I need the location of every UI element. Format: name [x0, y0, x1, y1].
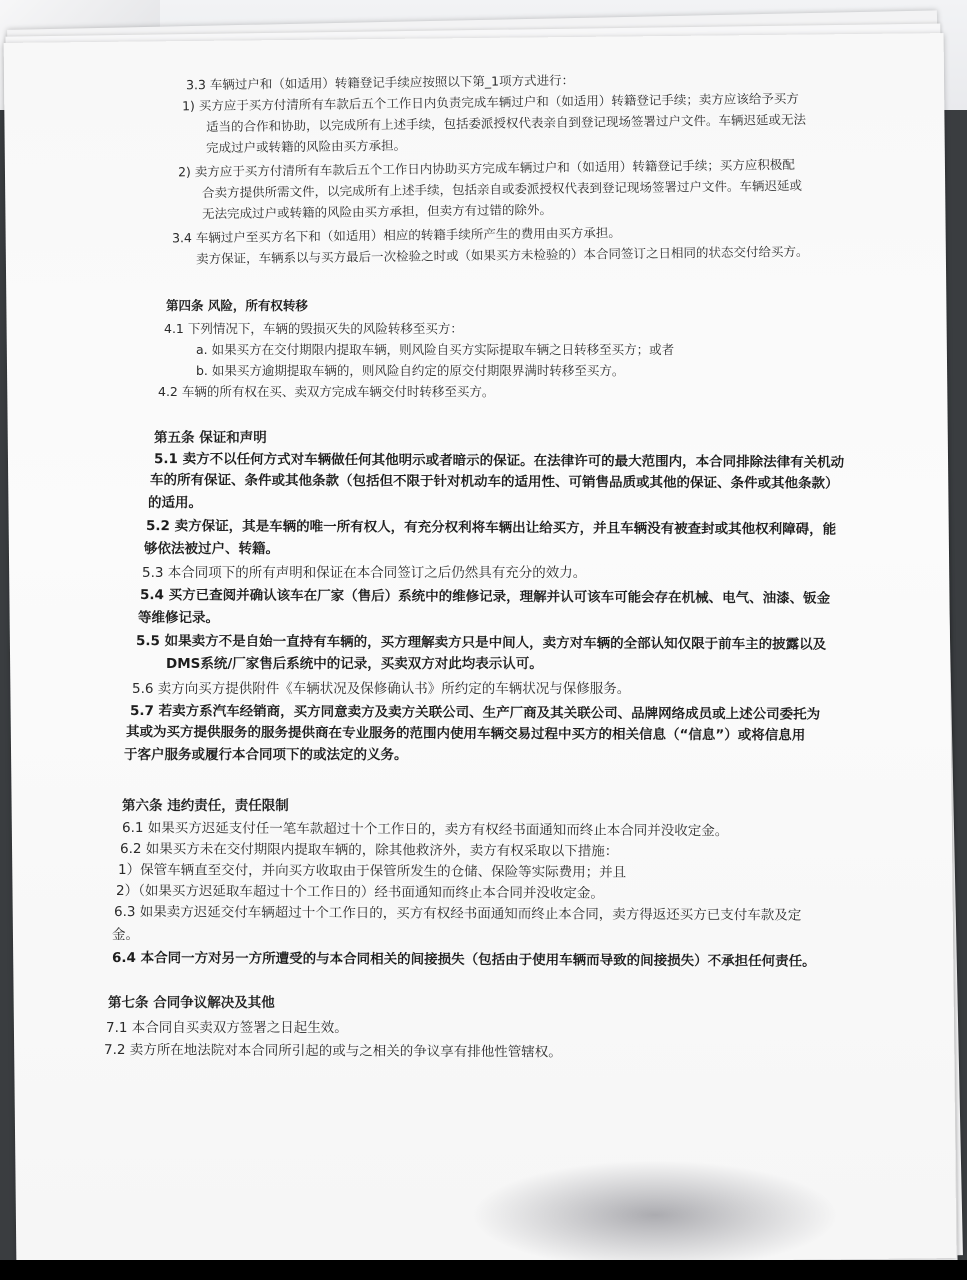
clause-3-3: 3.3 车辆过户和（如适用）转籍登记手续应按照以下第_1项方式进行： [185, 72, 575, 93]
clause-6-4: 6.4 本合同一方对另一方所遭受的与本合同相关的间接损失（包括由于使用车辆而导致的间接损失）不承担任何责任。 [111, 949, 816, 970]
clause-4-1: 4.1 下列情况下，车辆的毁损灭失的风险转移至买方： [164, 321, 463, 336]
clause-5-7-line-2: 其或为买方提供服务的服务提供商在专业服务的范围内使用车辆交易过程中买方的相关信息（“信息”）或将信息用 [125, 724, 806, 744]
clause-3-3-item-1-line-1: 1) 买方应于买方付清所有车款后五个工作日内负责完成车辆过户和（如适用）转籍登记手续；卖方应该给予买方 [181, 90, 799, 114]
clause-5-5-line-2: DMS系统/厂家售后系统中的记录，买卖双方对此均表示认可。 [166, 656, 543, 672]
clause-5-7-line-1: 5.7 若卖方系汽车经销商，买方同意卖方及卖方关联公司、生产厂商及其关联公司、品牌网络成员或上述公司委托为 [129, 703, 821, 723]
clause-6-1: 6.1 如果买方迟延支付任一笔车款超过十个工作日的，卖方有权经书面通知而终止本合同并没收定金。 [121, 819, 729, 840]
clause-5-6: 5.6 卖方向买方提供附件《车辆状况及保修确认书》所约定的车辆状况与保修服务。 [132, 681, 631, 697]
clause-4-1-b: b. 如果买方逾期提取车辆的，则风险自约定的原交付期限界满时转移至买方。 [196, 363, 625, 378]
clause-6-3-line-1: 6.3 如果卖方迟延交付车辆超过十个工作日的，买方有权经书面通知而终止本合同，卖方得返还买方已支付车款及定 [113, 903, 802, 924]
clause-6-2: 6.2 如果买方未在交付期限内提取车辆的，除其他救济外，卖方有权采取以下措施： [119, 840, 619, 860]
clause-6-2-item-1: 1）保管车辆直至交付，并向买方收取由于保管所发生的仓储、保险等实际费用；并且 [117, 861, 627, 881]
clause-5-4-line-2: 等维修记录。 [138, 610, 219, 626]
contract-text [103, 70, 890, 1150]
clause-3-3-item-2-line-1: 2) 卖方应于买方付清所有车款后五个工作日内协助买方完成车辆过户和（如适用）转籍登记手续；买方应积极配 [177, 156, 795, 180]
section-4-title: 第四条 风险，所有权转移 [166, 298, 308, 313]
clause-5-1-line-3: 的适用。 [148, 495, 202, 511]
clause-3-3-item-1-line-3: 完成过户或转籍的风险由买方承担。 [205, 137, 407, 156]
clause-5-7-line-3: 于客户服务或履行本合同项下的或法定的义务。 [124, 747, 408, 763]
clause-3-4: 3.4 车辆过户至买方名下和（如适用）相应的转籍手续所产生的费用由买方承担。 [171, 224, 621, 246]
section-7-title: 第七条 合同争议解决及其他 [108, 995, 275, 1011]
clause-7-2: 7.2 卖方所在地法院对本合同所引起的或与之相关的争议享有排他性管辖权。 [103, 1041, 562, 1061]
clause-3-3-item-2-line-2: 合卖方提供所需文件，以完成所有上述手续，包括亲自或委派授权代表到登记现场签署过户文件。车辆迟延或 [201, 177, 803, 201]
hand-shadow [470, 1160, 840, 1270]
clause-5-3: 5.3 本合同项下的所有声明和保证在本合同签订之后仍然具有充分的效力。 [142, 565, 587, 581]
clause-5-1-line-1: 5.1 卖方不以任何方式对车辆做任何其他明示或者暗示的保证。在法律许可的最大范围内，本合同排除法律有关机动 [153, 451, 845, 471]
clause-3-3-item-1-line-2: 适当的合作和协助，以完成所有上述手续，包括委派授权代表亲自到登记现场签署过户文件。车辆迟延或无法 [205, 111, 807, 135]
section-5-title: 第五条 保证和声明 [154, 430, 267, 446]
clause-5-4-line-1: 5.4 买方已查阅并确认该车在厂家（售后）系统中的维修记录，理解并认可该车可能会存在机械、电气、油漆、钣金 [139, 587, 831, 607]
section-6-title: 第六条 违约责任，责任限制 [122, 798, 289, 814]
clause-5-5-line-1: 5.5 如果卖方不是自始一直持有车辆的，买方理解卖方只是中间人，卖方对车辆的全部认知仅限于前车主的披露以及 [135, 633, 827, 653]
clause-5-2-line-2: 够依法被过户、转籍。 [144, 541, 279, 557]
screen-bottom-bar [0, 1260, 967, 1280]
clause-6-2-item-2: 2）（如果买方迟延取车超过十个工作日的）经书面通知而终止本合同并没收定金。 [115, 882, 604, 902]
clause-7-1: 7.1 本合同自买卖双方签署之日起生效。 [106, 1020, 348, 1036]
clause-3-3-item-2-line-3: 无法完成过户或转籍的风险由买方承担，但卖方有过错的除外。 [201, 201, 553, 222]
clause-4-1-a: a. 如果买方在交付期限内提取车辆，则风险自买方实际提取车辆之日转移至买方；或者 [196, 342, 675, 357]
clause-5-2-line-1: 5.2 卖方保证，其是车辆的唯一所有权人，有充分权利将车辆出让给买方，并且车辆没有被查封或其他权利障碍，能 [145, 518, 837, 538]
clause-3-4-line-2: 卖方保证，车辆系以与买方最后一次检验之时或（如果买方未检验的）本合同签订之日相同的状态交付给买方。 [195, 243, 809, 267]
clause-6-3-line-2: 金。 [112, 927, 139, 943]
clause-4-2: 4.2 车辆的所有权在买、卖双方完成车辆交付时转移至买方。 [158, 384, 495, 399]
clause-5-1-line-2: 车的所有保证、条件或其他条款（包括但不限于针对机动车的适用性、可销售品质或其他的保证、条件或其他条款） [149, 472, 839, 492]
